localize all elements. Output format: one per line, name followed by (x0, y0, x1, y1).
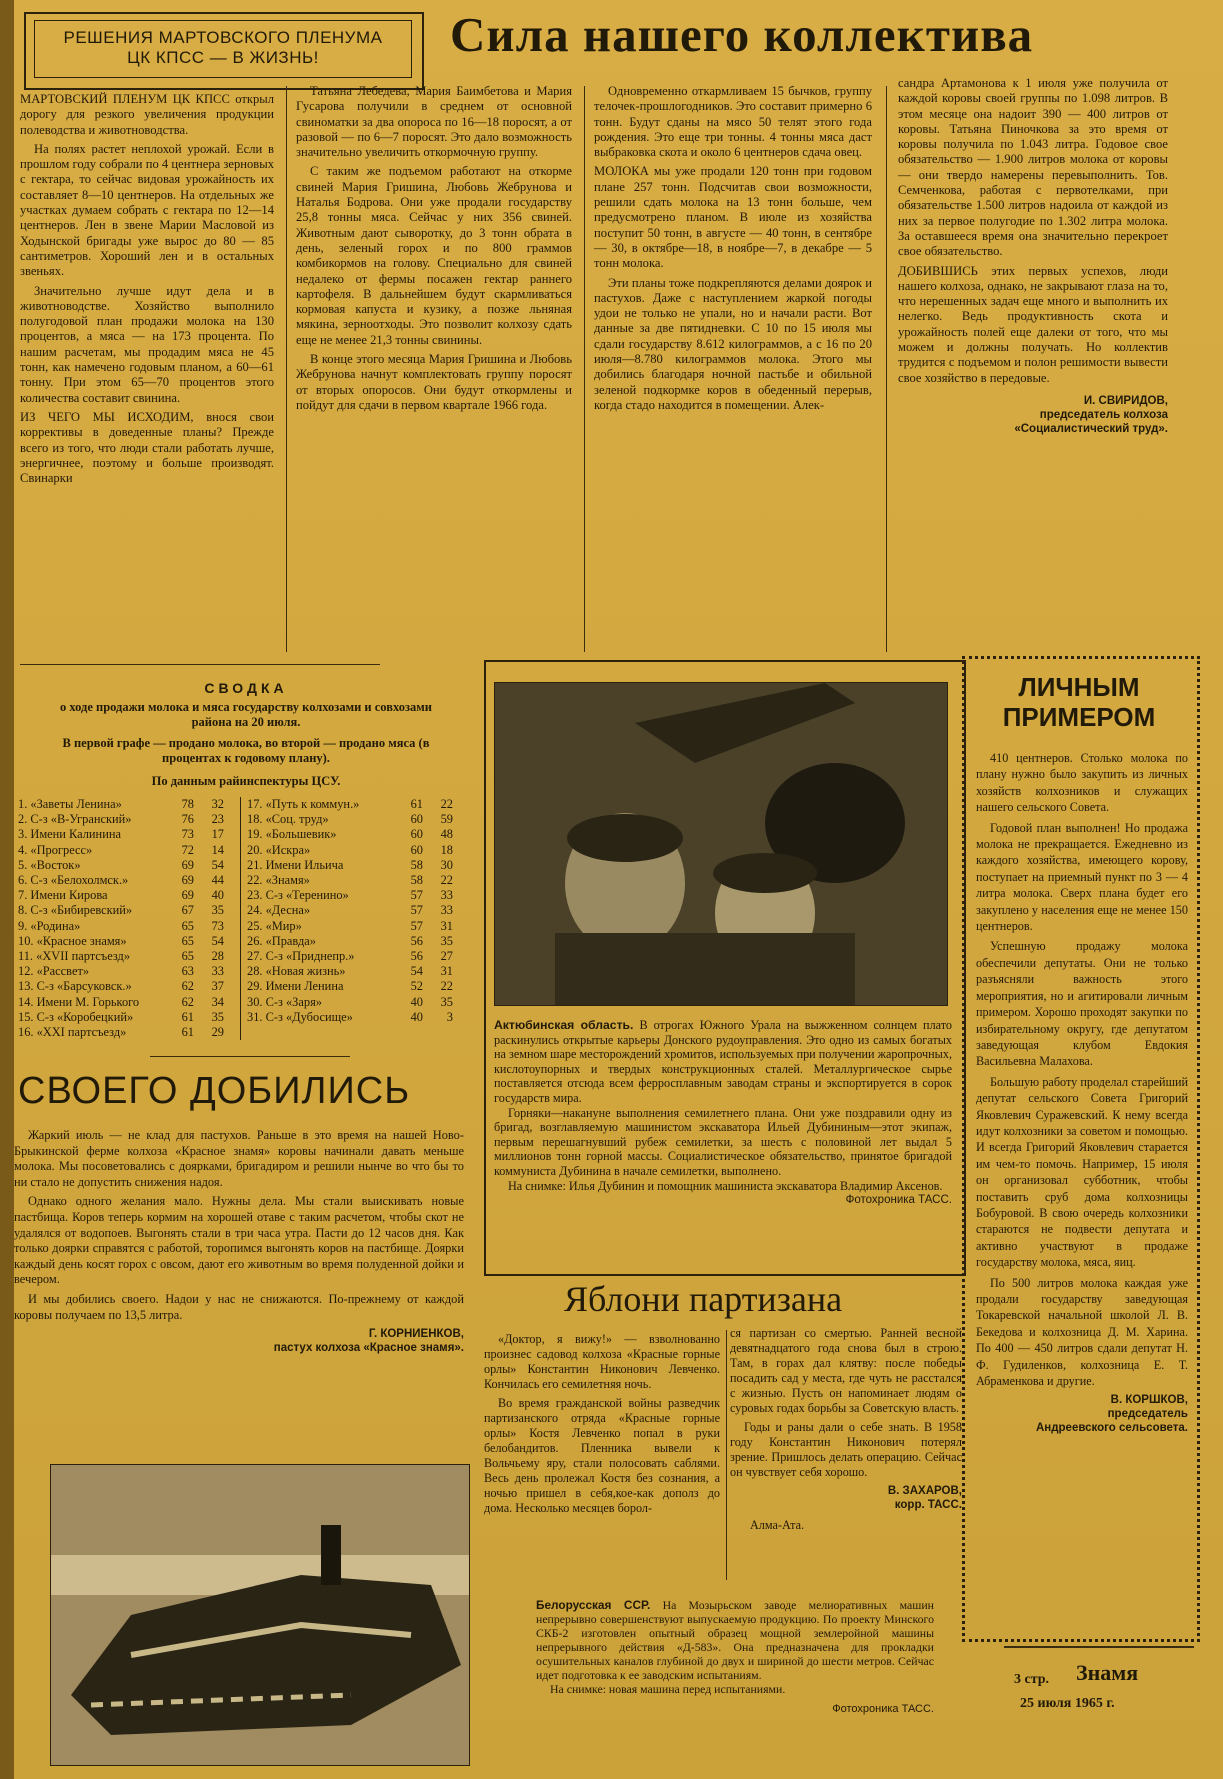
svodka-cell-milk: 78 (181, 797, 194, 811)
svodka-cell-milk: 62 (181, 979, 194, 994)
svodka-cell-milk: 76 (181, 812, 194, 827)
svodka-cell-meat: 22 (440, 873, 453, 888)
article-3-col-1 (484, 1332, 720, 1520)
svodka-cell-milk: 61 (410, 797, 423, 811)
binding-edge (0, 0, 14, 1779)
svodka-cell-name: 18. «Соц. труд» (247, 812, 329, 827)
svodka-cell-milk: 60 (410, 812, 423, 827)
article2-signature-name: Г. КОРНИЕНКОВ, (368, 1328, 464, 1341)
article-signature-org: «Социалистический труд». (1014, 422, 1168, 435)
svodka-cell-name: 20. «Искра» (247, 842, 311, 857)
photo-miners-caption (494, 1018, 952, 1208)
svodka-cell-name: 27. С-з «Приднепр.» (247, 949, 355, 964)
photo-frame-2 (18, 1452, 962, 1454)
svodka-subtitle: о ходе продажи молока и мяса государству колхозами и совхозами района на 20 июля. (59, 700, 433, 729)
svodka-cell-name: 21. Имени Ильича (247, 857, 344, 872)
article2-signature-title: пастух колхоза «Красное знамя». (273, 1342, 464, 1355)
col1-para-2: На полях растет неплохой урожай. Если в прошлом году собрали по 4 центнера зерновых с гектара, то сейчас видовая урожайность их составляет 8—10 центнеров. На отдельных же участках думаем собрать с гектара по 12—14 центнеров. Лен в звене Марии Масловой из Ходынской бригады уже вырос до 80 — 85 сантиметров. Хороший лен и в остальных звеньях. (20, 141, 274, 279)
col4-para-1: сандра Артамонова к 1 июля уже получила от каждой коровы своей группы по 1.098 литров. В этом месяце она надоит 390 — 400 литров от коровы. Татьяна Пиночкова за это время от коровы получила по 1.043 литра. Годовое свое обязательство — 1.900 литров молока от коровы — они твердо намерены перевыполнить. Тов. Семченкова, работая с первотелками, при обязательстве 1.500 литров надоила от каждой из них за первое полугодие по 1.302 литра молока. За оставшееся время она значительно перекроет свое обязательство. (898, 76, 1168, 259)
footer-page: 3 стр. (1014, 1672, 1050, 1687)
svodka-cell-milk: 54 (410, 964, 423, 979)
article-column-4 (898, 76, 1168, 436)
svodka-cell-meat: 3 (446, 1009, 453, 1024)
article-3-col-2 (730, 1326, 962, 1533)
column-rule (886, 86, 887, 652)
svodka-cell-meat: 14 (211, 842, 224, 857)
column-rule (726, 1330, 727, 1580)
svodka-table-right (241, 797, 473, 1040)
svodka-cell-name: 2. С-з «В-Угранский» (18, 812, 132, 827)
footer-paper-name: Знамя (1076, 1660, 1139, 1685)
col1-para-4: ИЗ ЧЕГО МЫ ИСХОДИМ, внося свои коррективы в доведенные планы? Прежде всего из того, что люди стали работать лучше, энергичнее, поэтому и больше производят. Свинарки (20, 409, 274, 486)
svodka-cell-name: 29. Имени Ленина (247, 979, 344, 994)
sidebar-para-4: Большую работу проделал старейший депутат сельского Совета Григорий Яковлевич Суражевский. К нему всегда идут колхозники за советом и помощью. И всегда Григорий Яковлевич старается им чем-то помочь. Например, 15 июля он организовал субботник, чтобы поставить сруб дома колхозницы Бобуровой. В свою очередь колхозники стараются не подвести депутата и активно участвуют в продаже государству молока, мяса, яиц. (976, 1074, 1188, 1270)
svodka-cell-name: 5. «Восток» (18, 857, 81, 872)
svodka-cell-name: 13. С-з «Барсуковск.» (18, 979, 132, 994)
svodka-cell-milk: 57 (410, 903, 423, 918)
photo-miners (494, 682, 948, 1006)
sidebar-para-3: Успешную продажу молока обеспечили депутаты. Они не только разъясняли важность этого мероприятия, но и агитировали личным примером. Хорошо проходят закупки по избирательному округу, где депутатом заведующая клубом Евдокия Васильевна Малахова. (976, 939, 1188, 1069)
photo-machine-caption (536, 1598, 934, 1716)
main-title: Сила нашего коллектива (450, 7, 1034, 62)
sidebar-title-line-1: ЛИЧНЫМ (1018, 672, 1140, 702)
article-signature-title: председатель колхоза (1039, 408, 1168, 421)
sidebar-para-2: Годовой план выполнен! Но продажа молока не прекращается. Ежедневно из каждого хозяйства, имеющего корову, поступает на приемный пункт по 3 — 4 литра молока. Сверх плана будет его закуплено у населения еще не менее 150 центнеров. (976, 820, 1188, 934)
svodka-cell-name: 6. С-з «Белохолмск.» (18, 873, 129, 888)
article3-para-4: Годы и раны дали о себе знать. В 1958 году Константин Никонович потерял зрение. Пришлось делать операцию. Сейчас он чувствует себя хорошо. (730, 1420, 962, 1479)
svodka-cell-milk: 67 (181, 903, 194, 918)
svodka-cell-name: 10. «Красное знамя» (18, 933, 127, 948)
svodka-cell-name: 12. «Рассвет» (18, 964, 90, 979)
svodka-row (247, 903, 473, 918)
svodka-cell-name: 24. «Десна» (247, 903, 311, 918)
svodka-cell-name: 28. «Новая жизнь» (247, 964, 346, 979)
svodka-cell-milk: 69 (181, 857, 194, 872)
svodka-row (18, 949, 236, 964)
svodka-row (18, 1010, 236, 1025)
svodka-cell-milk: 58 (410, 873, 423, 888)
svodka-table-left (18, 797, 241, 1040)
svodka-row (247, 797, 473, 812)
caption-region: Актюбинская область. (494, 1018, 634, 1032)
svodka-row (247, 934, 473, 949)
article3-para-2: Во время гражданской войны разведчик партизанского отряда «Красные горные орлы» Костя Левченко попал в руки белобандитов. Пленника вывели к Вольчьему яру, стали полосовать саблями. Весь день пролежал Костя без сознания, а ночью пришел в себя,кое-как дополз до дома. Несколько месяцев борол- (484, 1396, 720, 1515)
svodka-row (247, 827, 473, 842)
caption-credit: Фотохроника ТАСС. (845, 1194, 952, 1207)
svodka-cell-name: 8. С-з «Бибиревский» (18, 903, 133, 918)
svodka-row (247, 979, 473, 994)
svodka-cell-milk: 56 (410, 949, 423, 964)
article2-para-3: И мы добились своего. Надои у нас не снижаются. По-прежнему от каждой коровы получаем по 13,5 литра. (14, 1291, 464, 1322)
svodka-cell-name: 19. «Большевик» (247, 827, 337, 842)
svodka-cell-milk: 56 (410, 933, 423, 948)
svodka-cell-meat: 22 (440, 797, 453, 811)
svodka-row (18, 979, 236, 994)
article-2-body (14, 1128, 464, 1355)
column-rule (584, 86, 585, 652)
caption-text-2: Горняки—накануне выполнения семилетнего плана. Они уже поздравили одну из бригад, возглавляемую машинистом экскаватора Ильей Дубининым—этот экипаж, первым перешагнувший рубеж семилетки, за шесть с половиной лет выдал 5 миллионов тонн горной массы. Социалистическое обязательство, принятое бригадой коммуниста Дубинина в начале семилетки, выполнено. (494, 1105, 952, 1178)
svodka-cell-milk: 73 (181, 827, 194, 842)
svodka-cell-milk: 62 (181, 994, 194, 1009)
svodka-cell-name: 14. Имени М. Горького (18, 994, 140, 1009)
svodka-cell-meat: 27 (440, 949, 453, 964)
footer-date: 25 июля 1965 г. (1020, 1696, 1115, 1711)
svodka-cell-meat: 44 (211, 873, 224, 888)
svodka-cell-meat: 35 (440, 933, 453, 948)
sidebar-body (976, 750, 1188, 1435)
footer-rule (1004, 1646, 1194, 1648)
svodka-cell-milk: 57 (410, 918, 423, 933)
article3-dateline: Алма-Ата. (750, 1518, 805, 1532)
svodka-cell-milk: 60 (410, 827, 423, 842)
svodka-row (247, 964, 473, 979)
svodka-row (18, 964, 236, 979)
sidebar-para-1: 410 центнеров. Столько молока по плану нужно было закупить из личных хозяйств колхозников и служащих нашего сельского Совета. (976, 751, 1188, 815)
svodka-row (18, 827, 236, 842)
svodka-cell-meat: 22 (440, 979, 453, 994)
svodka-row (18, 903, 236, 918)
svodka-cell-name: 26. «Правда» (247, 933, 316, 948)
svodka-cell-meat: 34 (211, 994, 224, 1009)
svodka-cell-name: 3. Имени Калинина (18, 827, 121, 842)
photo-miners-svg (495, 683, 947, 1005)
article3-para-3: ся партизан со смертью. Ранней весной девятнадцатого года снова был в строю. Там, в горах дал клятву: после победы посадить сад у места, где чуть не расстался с жизнью. Пусть он напоминает людям о суровых годах борьбы за Советскую власть. (730, 1326, 962, 1415)
svodka-cell-meat: 32 (211, 797, 224, 811)
article-column-3 (594, 84, 872, 417)
svodka-cell-milk: 40 (410, 994, 423, 1009)
svodka-cell-milk: 69 (181, 873, 194, 888)
rubric-line-2: ЦК КПСС — В ЖИЗНЬ! (127, 48, 319, 67)
col3-para-1: Одновременно откармливаем 15 бычков, группу телочек-прошлогодников. Это составит примерно 6 тонн. Будут сданы на мясо 50 телят этого года рождения. Это еще три тонны. 4 тонны мяса даст выбраковка скота и около 6 центнеров сдача овец. (594, 84, 872, 160)
svodka-row (18, 934, 236, 949)
svodka-cell-meat: 28 (211, 949, 224, 964)
article2-para-2: Однако одного желания мало. Нужны дела. Мы стали выискивать новые пастбища. Коров теперь кормим на хорошей отаве с таким расчетом, чтобы скот не удалялся от водопоев. Выгонять стали в три часа утра. Пасти до 12 часов дня. Как только доярки справятся с работой, торопимся выгонять коров на пастбище. Доярки каждый день косят горох с овсом, дают его животным во время полуденной дойки и вечером. (14, 1194, 464, 1287)
article-signature-name: И. СВИРИДОВ, (1083, 394, 1168, 407)
svodka-cell-name: 4. «Прогресс» (18, 842, 93, 857)
svodka-cell-name: 25. «Мир» (247, 918, 302, 933)
article-3-title: Яблони партизана (564, 1279, 843, 1319)
svodka-row (247, 995, 473, 1010)
svodka-cell-name: 16. «XXI партсъезд» (18, 1025, 127, 1040)
svodka-note: В первой графе — продано молока, во второй — продано мяса (в процентах к годовому плану). (62, 736, 430, 765)
photo-machine (50, 1464, 470, 1766)
svodka-cell-milk: 65 (181, 918, 194, 933)
svodka-row (247, 888, 473, 903)
svodka-cell-milk: 57 (410, 888, 423, 903)
article-2-title: СВОЕГО ДОБИЛИСЬ (18, 1070, 411, 1112)
article-column-1 (20, 92, 274, 490)
article-column-2 (296, 84, 572, 417)
sidebar-signature-title: председатель (1107, 1408, 1188, 1421)
svodka-cell-meat: 31 (440, 918, 453, 933)
col2-para-2: С таким же подъемом работают на откорме свиней Мария Гришина, Любовь Жебрунова и Наталья Бодрова. Они уже продали государству 25,8 тонны мяса. Сейчас у них 356 свиней. Животным дают сыворотку, до 3 тонн обрата в день, зеленый горох и по 800 граммов комбикормов на голову. Специально для свиней недалеко от фермы посажен гектар раннего картофеля. В дальнейшем будут скармливаться кормовая капуста и кузику, а позже льняная мякина, зерноотходы. Это позволит колхозу сдать еще не менее 21,3 тонны свинины. (296, 164, 572, 347)
svodka-row (18, 1025, 236, 1040)
caption2-text: На Мозырьском заводе мелиоративных машин непрерывно совершенствуют выпускаемую продукцию. По проекту Минского СКБ-2 изготовлен опытный образец мощной землеройной машины непрерывного действия «Д-583». Она предназначена для прокладки осушительных каналов глубиной до двух и шириной до шести метров. Сейчас идет подготовка к ее заводским испытаниям. (536, 1598, 934, 1682)
svodka-cell-name: 15. С-з «Коробецкий» (18, 1009, 134, 1024)
caption-on-photo: На снимке: Илья Дубинин и помощник машиниста экскаватора Владимир Аксенов. (508, 1178, 943, 1193)
svodka-row (247, 1010, 473, 1025)
svodka-row (18, 858, 236, 873)
svodka-row (247, 843, 473, 858)
svodka-row (18, 873, 236, 888)
svodka-row (18, 843, 236, 858)
svodka-row (18, 995, 236, 1010)
svodka-cell-name: 7. Имени Кирова (18, 888, 108, 903)
svodka-cell-name: 11. «XVII партсъезд» (18, 949, 131, 964)
svodka-cell-meat: 35 (211, 903, 224, 918)
sidebar-signature-org: Андреевского сельсовета. (1035, 1422, 1188, 1435)
svodka-block (18, 680, 474, 1040)
svodka-row (18, 888, 236, 903)
svodka-row (247, 812, 473, 827)
svodka-cell-meat: 54 (211, 933, 224, 948)
svodka-cell-meat: 33 (440, 903, 453, 918)
section-rule (20, 664, 380, 665)
svodka-cell-name: 9. «Родина» (18, 918, 81, 933)
caption-text: В отрогах Южного Урала на выжженном солнцем плато раскинулись открытые карьеры Донского рудоуправления. Это одно из самых богатых на земном шаре месторождений хромитов, используемых при получении жаропрочных, кислотоупорных и твердых конструкционных сталей. Металлургическое сырье поставляется отсюда всем ферросплавным заводам страны и экспортируется в сорок государств мира. (494, 1018, 953, 1105)
svodka-cell-milk: 58 (410, 857, 423, 872)
svodka-row (247, 873, 473, 888)
svodka-cell-meat: 59 (440, 812, 453, 827)
col3-para-3: Эти планы тоже подкрепляются делами доярок и пастухов. Даже с наступлением жаркой погоды удои не только не упали, но и начали расти. Вот данные за две пятидневки. С 10 по 15 июля мы сдали государству 8.612 килограммов, а с 16 по 20 июля—8.780 килограммов молока. Этого мы добились благодаря ночной пастьбе и обильной зеленой подкормке коров в обеденный перерыв, когда стадо находится в помещении. Алек- (594, 275, 872, 412)
rubric-line-1: РЕШЕНИЯ МАРТОВСКОГО ПЛЕНУМА (63, 28, 383, 47)
svodka-cell-meat: 18 (440, 842, 453, 857)
svodka-cell-meat: 35 (440, 994, 453, 1009)
svodka-row (247, 949, 473, 964)
svodka-cell-meat: 23 (211, 812, 224, 827)
section-rule (150, 1056, 350, 1057)
svodka-row (18, 919, 236, 934)
column-rule (286, 86, 287, 652)
svodka-cell-meat: 33 (211, 964, 224, 979)
col2-para-3: В конце этого месяца Мария Гришина и Любовь Жебрунова начнут комплектовать группу поросят от вторых опоросов. Они будут откормлены и пойдут для сдачи в первом квартале 1966 года. (296, 352, 572, 412)
svodka-cell-meat: 30 (440, 857, 453, 872)
caption2-region: Белорусская ССР. (536, 1598, 651, 1612)
svodka-cell-milk: 65 (181, 949, 194, 964)
col1-para-3: Значительно лучше идут дела и в животноводстве. Хозяйство выполнило полугодовой план продажи молока на 130 процентов, а мяса — на 173 процента. По нашим расчетам, мы продадим мяса не 45 тонн, как намечено годовым планом, а 60—61 тонну. При этом 65—70 процентов этого количества составит свинина. (20, 283, 274, 405)
caption2-on-photo: На снимке: новая машина перед испытаниями. (550, 1682, 786, 1696)
article3-para-1: «Доктор, я вижу!» — взволнованно произнес садовод колхоза «Красные горные орлы» Константин Никонович Левченко. Кончилась его семилетняя ночь. (484, 1332, 720, 1391)
svodka-cell-meat: 54 (211, 857, 224, 872)
photo-machine-svg (51, 1465, 469, 1765)
svodka-row (18, 797, 236, 812)
rubric-box (24, 12, 424, 90)
svodka-cell-milk: 60 (410, 842, 423, 857)
svodka-cell-name: 22. «Знамя» (247, 873, 310, 888)
svodka-cell-meat: 73 (211, 918, 224, 933)
article3-signature-title: корр. ТАСС. (894, 1499, 962, 1511)
svodka-cell-milk: 52 (410, 979, 423, 994)
col2-para-1: Татьяна Лебедева, Мария Баимбетова и Мария Гусарова получили в среднем от основной свиноматки за два опороса по 16—18 поросят, а от разовой — по 6—7 поросят. Это дало возможность значительно увеличить откормочную группу. (296, 84, 572, 160)
svodka-cell-meat: 17 (211, 827, 224, 842)
svodka-cell-milk: 40 (410, 1009, 423, 1024)
svodka-table (18, 797, 474, 1040)
svodka-row (18, 812, 236, 827)
svodka-cell-milk: 61 (181, 1009, 194, 1024)
svodka-source: По данным райинспектуры ЦСУ. (151, 774, 341, 788)
svodka-cell-name: 30. С-з «Заря» (247, 994, 322, 1009)
article2-para-1: Жаркий июль — не клад для пастухов. Раньше в это время на нашей Ново-Брыкинской ферме колхоза «Красное знамя» коровы начинали давать меньше молока. Мы посоветовались с доярками, бригадиром и решили нынче во что бы то ни стало не допустить снижения надоя. (14, 1128, 464, 1189)
svodka-cell-milk: 61 (181, 1025, 194, 1040)
svodka-cell-meat: 37 (211, 979, 224, 994)
col1-para-1: МАРТОВСКИЙ ПЛЕНУМ ЦК КПСС открыл дорогу для резкого увеличения продукции полеводства и животноводства. (20, 92, 274, 137)
svodka-cell-milk: 69 (181, 888, 194, 903)
svodka-title: СВОДКА (204, 680, 288, 696)
svodka-cell-meat: 48 (440, 827, 453, 842)
svodka-cell-name: 31. С-з «Дубосище» (247, 1009, 353, 1024)
col4-para-2: ДОБИВШИСЬ этих первых успехов, люди нашего колхоза, однако, не закрывают глаза на то, что нерешенных задач еще много и выполнить их нелегко. Ведь продуктивность скота и урожайность полей еще далеки от того, что мы можем и должны получать. Но коллектив трудится с подъемом и полон решимости вывести свое хозяйство в передовые. (898, 263, 1168, 385)
sidebar-title (972, 672, 1186, 732)
sidebar-title-line-2: ПРИМЕРОМ (1002, 702, 1156, 732)
svodka-cell-milk: 65 (181, 933, 194, 948)
svodka-cell-milk: 72 (181, 842, 194, 857)
svodka-cell-meat: 29 (211, 1025, 224, 1040)
svodka-cell-meat: 40 (211, 888, 224, 903)
svodka-row (247, 858, 473, 873)
sidebar-para-5: По 500 литров молока каждая уже продали государству заведующая Токаревской начальной школой Л. В. Бекедова и колхозница Д. М. Харина. По 400 — 450 литров сдали депутат Н. Ф. Гудиленков, колхозница Е. Т. Абраменкова и другие. (976, 1275, 1188, 1389)
svodka-cell-meat: 31 (440, 964, 453, 979)
svodka-cell-name: 1. «Заветы Ленина» (18, 797, 122, 811)
caption2-credit: Фотохроника ТАСС. (832, 1703, 934, 1715)
svodka-row (247, 919, 473, 934)
svodka-cell-milk: 63 (181, 964, 194, 979)
svodka-cell-meat: 35 (211, 1009, 224, 1024)
svodka-cell-meat: 33 (440, 888, 453, 903)
svodka-cell-name: 17. «Путь к коммун.» (247, 797, 360, 811)
col3-para-2: МОЛОКА мы уже продали 120 тонн при годовом плане 257 тонн. Подсчитав свои возможности, решили сдать молока на 13 тонн больше, чем предусмотрено планом. В июле из хозяйства поступит 50 тонн, в августе — 40 тонн, в сентябре — 30, в октябре—18, в ноябре—7, в декабре — 5 тонн молока. (594, 164, 872, 271)
svodka-cell-name: 23. С-з «Теренино» (247, 888, 349, 903)
sidebar-signature-name: В. КОРШКОВ, (1110, 1394, 1188, 1407)
article3-signature-name: В. ЗАХАРОВ, (887, 1485, 962, 1497)
